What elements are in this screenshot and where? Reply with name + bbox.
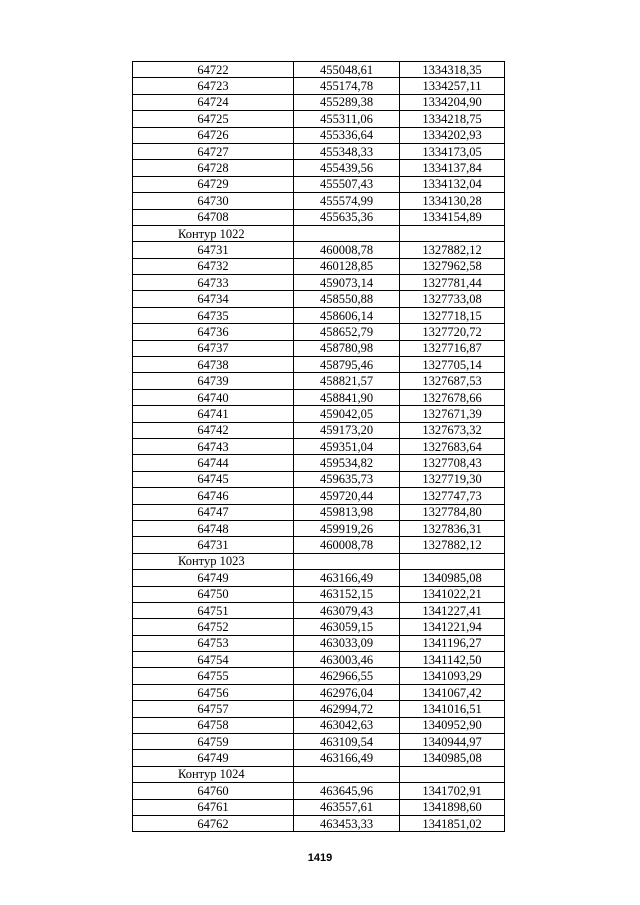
x-coordinate-cell: 455574,99 — [294, 193, 400, 209]
point-number-cell: 64740 — [133, 389, 294, 405]
x-coordinate-cell: 459720,44 — [294, 488, 400, 504]
y-coordinate-cell: 1327673,32 — [400, 422, 505, 438]
y-coordinate-cell: 1327882,12 — [400, 537, 505, 553]
point-number-cell: 64728 — [133, 160, 294, 176]
y-coordinate-cell: 1327781,44 — [400, 275, 505, 291]
y-coordinate-cell: 1341067,42 — [400, 684, 505, 700]
y-coordinate-cell: 1327705,14 — [400, 357, 505, 373]
y-coordinate-cell: 1341093,29 — [400, 668, 505, 684]
table-row — [133, 291, 505, 307]
table-row — [133, 701, 505, 717]
point-number-cell: 64761 — [133, 799, 294, 815]
point-number-cell: 64759 — [133, 734, 294, 750]
x-coordinate-cell: 459813,98 — [294, 504, 400, 520]
table-row — [133, 209, 505, 225]
x-coordinate-cell: 459351,04 — [294, 438, 400, 454]
x-coordinate-cell: 463042,63 — [294, 717, 400, 733]
x-coordinate-cell: 458606,14 — [294, 307, 400, 323]
y-coordinate-cell: 1334218,75 — [400, 111, 505, 127]
y-coordinate-cell: 1327882,12 — [400, 242, 505, 258]
y-coordinate-cell: 1327687,53 — [400, 373, 505, 389]
point-number-cell: 64750 — [133, 586, 294, 602]
coordinates-table-body — [133, 62, 505, 832]
x-coordinate-cell: 463166,49 — [294, 750, 400, 766]
y-coordinate-cell: 1334137,84 — [400, 160, 505, 176]
x-coordinate-cell: 455336,64 — [294, 127, 400, 143]
y-coordinate-cell: 1327784,80 — [400, 504, 505, 520]
point-number-cell: 64760 — [133, 783, 294, 799]
empty-cell — [400, 553, 505, 569]
table-row — [133, 258, 505, 274]
table-row — [133, 275, 505, 291]
point-number-cell: 64758 — [133, 717, 294, 733]
table-row — [133, 324, 505, 340]
table-row — [133, 143, 505, 159]
y-coordinate-cell: 1327733,08 — [400, 291, 505, 307]
x-coordinate-cell: 463109,54 — [294, 734, 400, 750]
y-coordinate-cell: 1340985,08 — [400, 570, 505, 586]
x-coordinate-cell: 458821,57 — [294, 373, 400, 389]
y-coordinate-cell: 1334257,11 — [400, 78, 505, 94]
coordinates-table — [132, 61, 505, 832]
x-coordinate-cell: 462966,55 — [294, 668, 400, 684]
point-number-cell: 64723 — [133, 78, 294, 94]
table-row — [133, 111, 505, 127]
y-coordinate-cell: 1327671,39 — [400, 406, 505, 422]
page-number: 1419 — [307, 852, 333, 864]
table-row — [133, 602, 505, 618]
table-row — [133, 504, 505, 520]
table-row — [133, 783, 505, 799]
y-coordinate-cell: 1340985,08 — [400, 750, 505, 766]
contour-label: Контур 1023 — [133, 553, 294, 569]
y-coordinate-cell: 1340952,90 — [400, 717, 505, 733]
point-number-cell: 64749 — [133, 750, 294, 766]
point-number-cell: 64737 — [133, 340, 294, 356]
table-row — [133, 94, 505, 110]
point-number-cell: 64722 — [133, 62, 294, 78]
x-coordinate-cell: 462994,72 — [294, 701, 400, 717]
y-coordinate-cell: 1327718,15 — [400, 307, 505, 323]
table-row — [133, 78, 505, 94]
point-number-cell: 64747 — [133, 504, 294, 520]
x-coordinate-cell: 463152,15 — [294, 586, 400, 602]
point-number-cell: 64741 — [133, 406, 294, 422]
point-number-cell: 64708 — [133, 209, 294, 225]
point-number-cell: 64751 — [133, 602, 294, 618]
y-coordinate-cell: 1341702,91 — [400, 783, 505, 799]
x-coordinate-cell: 455174,78 — [294, 78, 400, 94]
y-coordinate-cell: 1334202,93 — [400, 127, 505, 143]
x-coordinate-cell: 463645,96 — [294, 783, 400, 799]
y-coordinate-cell: 1334318,35 — [400, 62, 505, 78]
empty-cell — [400, 766, 505, 782]
y-coordinate-cell: 1327708,43 — [400, 455, 505, 471]
table-row — [133, 537, 505, 553]
table-row — [133, 176, 505, 192]
y-coordinate-cell: 1341022,21 — [400, 586, 505, 602]
table-row — [133, 438, 505, 454]
point-number-cell: 64742 — [133, 422, 294, 438]
point-number-cell: 64736 — [133, 324, 294, 340]
contour-header-row — [133, 225, 505, 241]
y-coordinate-cell: 1327720,72 — [400, 324, 505, 340]
x-coordinate-cell: 455348,33 — [294, 143, 400, 159]
y-coordinate-cell: 1334132,04 — [400, 176, 505, 192]
y-coordinate-cell: 1327836,31 — [400, 520, 505, 536]
point-number-cell: 64729 — [133, 176, 294, 192]
table-row — [133, 668, 505, 684]
table-row — [133, 471, 505, 487]
y-coordinate-cell: 1327716,87 — [400, 340, 505, 356]
contour-header-row — [133, 766, 505, 782]
y-coordinate-cell: 1341851,02 — [400, 815, 505, 831]
point-number-cell: 64734 — [133, 291, 294, 307]
point-number-cell: 64725 — [133, 111, 294, 127]
point-number-cell: 64752 — [133, 619, 294, 635]
x-coordinate-cell: 459635,73 — [294, 471, 400, 487]
y-coordinate-cell: 1327678,66 — [400, 389, 505, 405]
point-number-cell: 64753 — [133, 635, 294, 651]
y-coordinate-cell: 1327962,58 — [400, 258, 505, 274]
x-coordinate-cell: 455635,36 — [294, 209, 400, 225]
empty-cell — [294, 225, 400, 241]
y-coordinate-cell: 1341196,27 — [400, 635, 505, 651]
empty-cell — [400, 225, 505, 241]
table-row — [133, 307, 505, 323]
contour-header-row — [133, 553, 505, 569]
x-coordinate-cell: 463033,09 — [294, 635, 400, 651]
point-number-cell: 64762 — [133, 815, 294, 831]
table-row — [133, 570, 505, 586]
point-number-cell: 64743 — [133, 438, 294, 454]
point-number-cell: 64733 — [133, 275, 294, 291]
table-row — [133, 406, 505, 422]
table-row — [133, 62, 505, 78]
point-number-cell: 64738 — [133, 357, 294, 373]
x-coordinate-cell: 455289,38 — [294, 94, 400, 110]
y-coordinate-cell: 1341221,94 — [400, 619, 505, 635]
table-row — [133, 389, 505, 405]
point-number-cell: 64724 — [133, 94, 294, 110]
x-coordinate-cell: 463557,61 — [294, 799, 400, 815]
table-row — [133, 799, 505, 815]
x-coordinate-cell: 459042,05 — [294, 406, 400, 422]
point-number-cell: 64745 — [133, 471, 294, 487]
x-coordinate-cell: 460008,78 — [294, 242, 400, 258]
x-coordinate-cell: 462976,04 — [294, 684, 400, 700]
y-coordinate-cell: 1341016,51 — [400, 701, 505, 717]
table-row — [133, 373, 505, 389]
y-coordinate-cell: 1334204,90 — [400, 94, 505, 110]
table-row — [133, 652, 505, 668]
x-coordinate-cell: 455311,06 — [294, 111, 400, 127]
point-number-cell: 64727 — [133, 143, 294, 159]
point-number-cell: 64744 — [133, 455, 294, 471]
point-number-cell: 64731 — [133, 242, 294, 258]
x-coordinate-cell: 458795,46 — [294, 357, 400, 373]
point-number-cell: 64730 — [133, 193, 294, 209]
y-coordinate-cell: 1340944,97 — [400, 734, 505, 750]
table-row — [133, 193, 505, 209]
y-coordinate-cell: 1334130,28 — [400, 193, 505, 209]
y-coordinate-cell: 1327747,73 — [400, 488, 505, 504]
table-row — [133, 488, 505, 504]
empty-cell — [294, 766, 400, 782]
table-row — [133, 242, 505, 258]
empty-cell — [294, 553, 400, 569]
x-coordinate-cell: 458550,88 — [294, 291, 400, 307]
point-number-cell: 64732 — [133, 258, 294, 274]
table-row — [133, 357, 505, 373]
point-number-cell: 64735 — [133, 307, 294, 323]
table-row — [133, 635, 505, 651]
contour-label: Контур 1024 — [133, 766, 294, 782]
point-number-cell: 64755 — [133, 668, 294, 684]
table-row — [133, 422, 505, 438]
point-number-cell: 64726 — [133, 127, 294, 143]
y-coordinate-cell: 1327683,64 — [400, 438, 505, 454]
x-coordinate-cell: 463166,49 — [294, 570, 400, 586]
x-coordinate-cell: 460008,78 — [294, 537, 400, 553]
point-number-cell: 64748 — [133, 520, 294, 536]
table-row — [133, 717, 505, 733]
x-coordinate-cell: 458841,90 — [294, 389, 400, 405]
x-coordinate-cell: 463079,43 — [294, 602, 400, 618]
x-coordinate-cell: 455439,56 — [294, 160, 400, 176]
x-coordinate-cell: 458780,98 — [294, 340, 400, 356]
table-row — [133, 815, 505, 831]
y-coordinate-cell: 1341142,50 — [400, 652, 505, 668]
x-coordinate-cell: 458652,79 — [294, 324, 400, 340]
table-row — [133, 684, 505, 700]
table-row — [133, 586, 505, 602]
table-row — [133, 160, 505, 176]
x-coordinate-cell: 455048,61 — [294, 62, 400, 78]
x-coordinate-cell: 459534,82 — [294, 455, 400, 471]
point-number-cell: 64731 — [133, 537, 294, 553]
table-row — [133, 127, 505, 143]
table-row — [133, 750, 505, 766]
x-coordinate-cell: 459919,26 — [294, 520, 400, 536]
y-coordinate-cell: 1327719,30 — [400, 471, 505, 487]
y-coordinate-cell: 1341227,41 — [400, 602, 505, 618]
point-number-cell: 64749 — [133, 570, 294, 586]
y-coordinate-cell: 1334154,89 — [400, 209, 505, 225]
table-row — [133, 520, 505, 536]
x-coordinate-cell: 455507,43 — [294, 176, 400, 192]
x-coordinate-cell: 460128,85 — [294, 258, 400, 274]
x-coordinate-cell: 459173,20 — [294, 422, 400, 438]
point-number-cell: 64739 — [133, 373, 294, 389]
x-coordinate-cell: 459073,14 — [294, 275, 400, 291]
table-row — [133, 734, 505, 750]
y-coordinate-cell: 1341898,60 — [400, 799, 505, 815]
point-number-cell: 64757 — [133, 701, 294, 717]
x-coordinate-cell: 463003,46 — [294, 652, 400, 668]
x-coordinate-cell: 463059,15 — [294, 619, 400, 635]
table-row — [133, 619, 505, 635]
table-row — [133, 455, 505, 471]
contour-label: Контур 1022 — [133, 225, 294, 241]
point-number-cell: 64754 — [133, 652, 294, 668]
point-number-cell: 64746 — [133, 488, 294, 504]
point-number-cell: 64756 — [133, 684, 294, 700]
y-coordinate-cell: 1334173,05 — [400, 143, 505, 159]
x-coordinate-cell: 463453,33 — [294, 815, 400, 831]
table-row — [133, 340, 505, 356]
